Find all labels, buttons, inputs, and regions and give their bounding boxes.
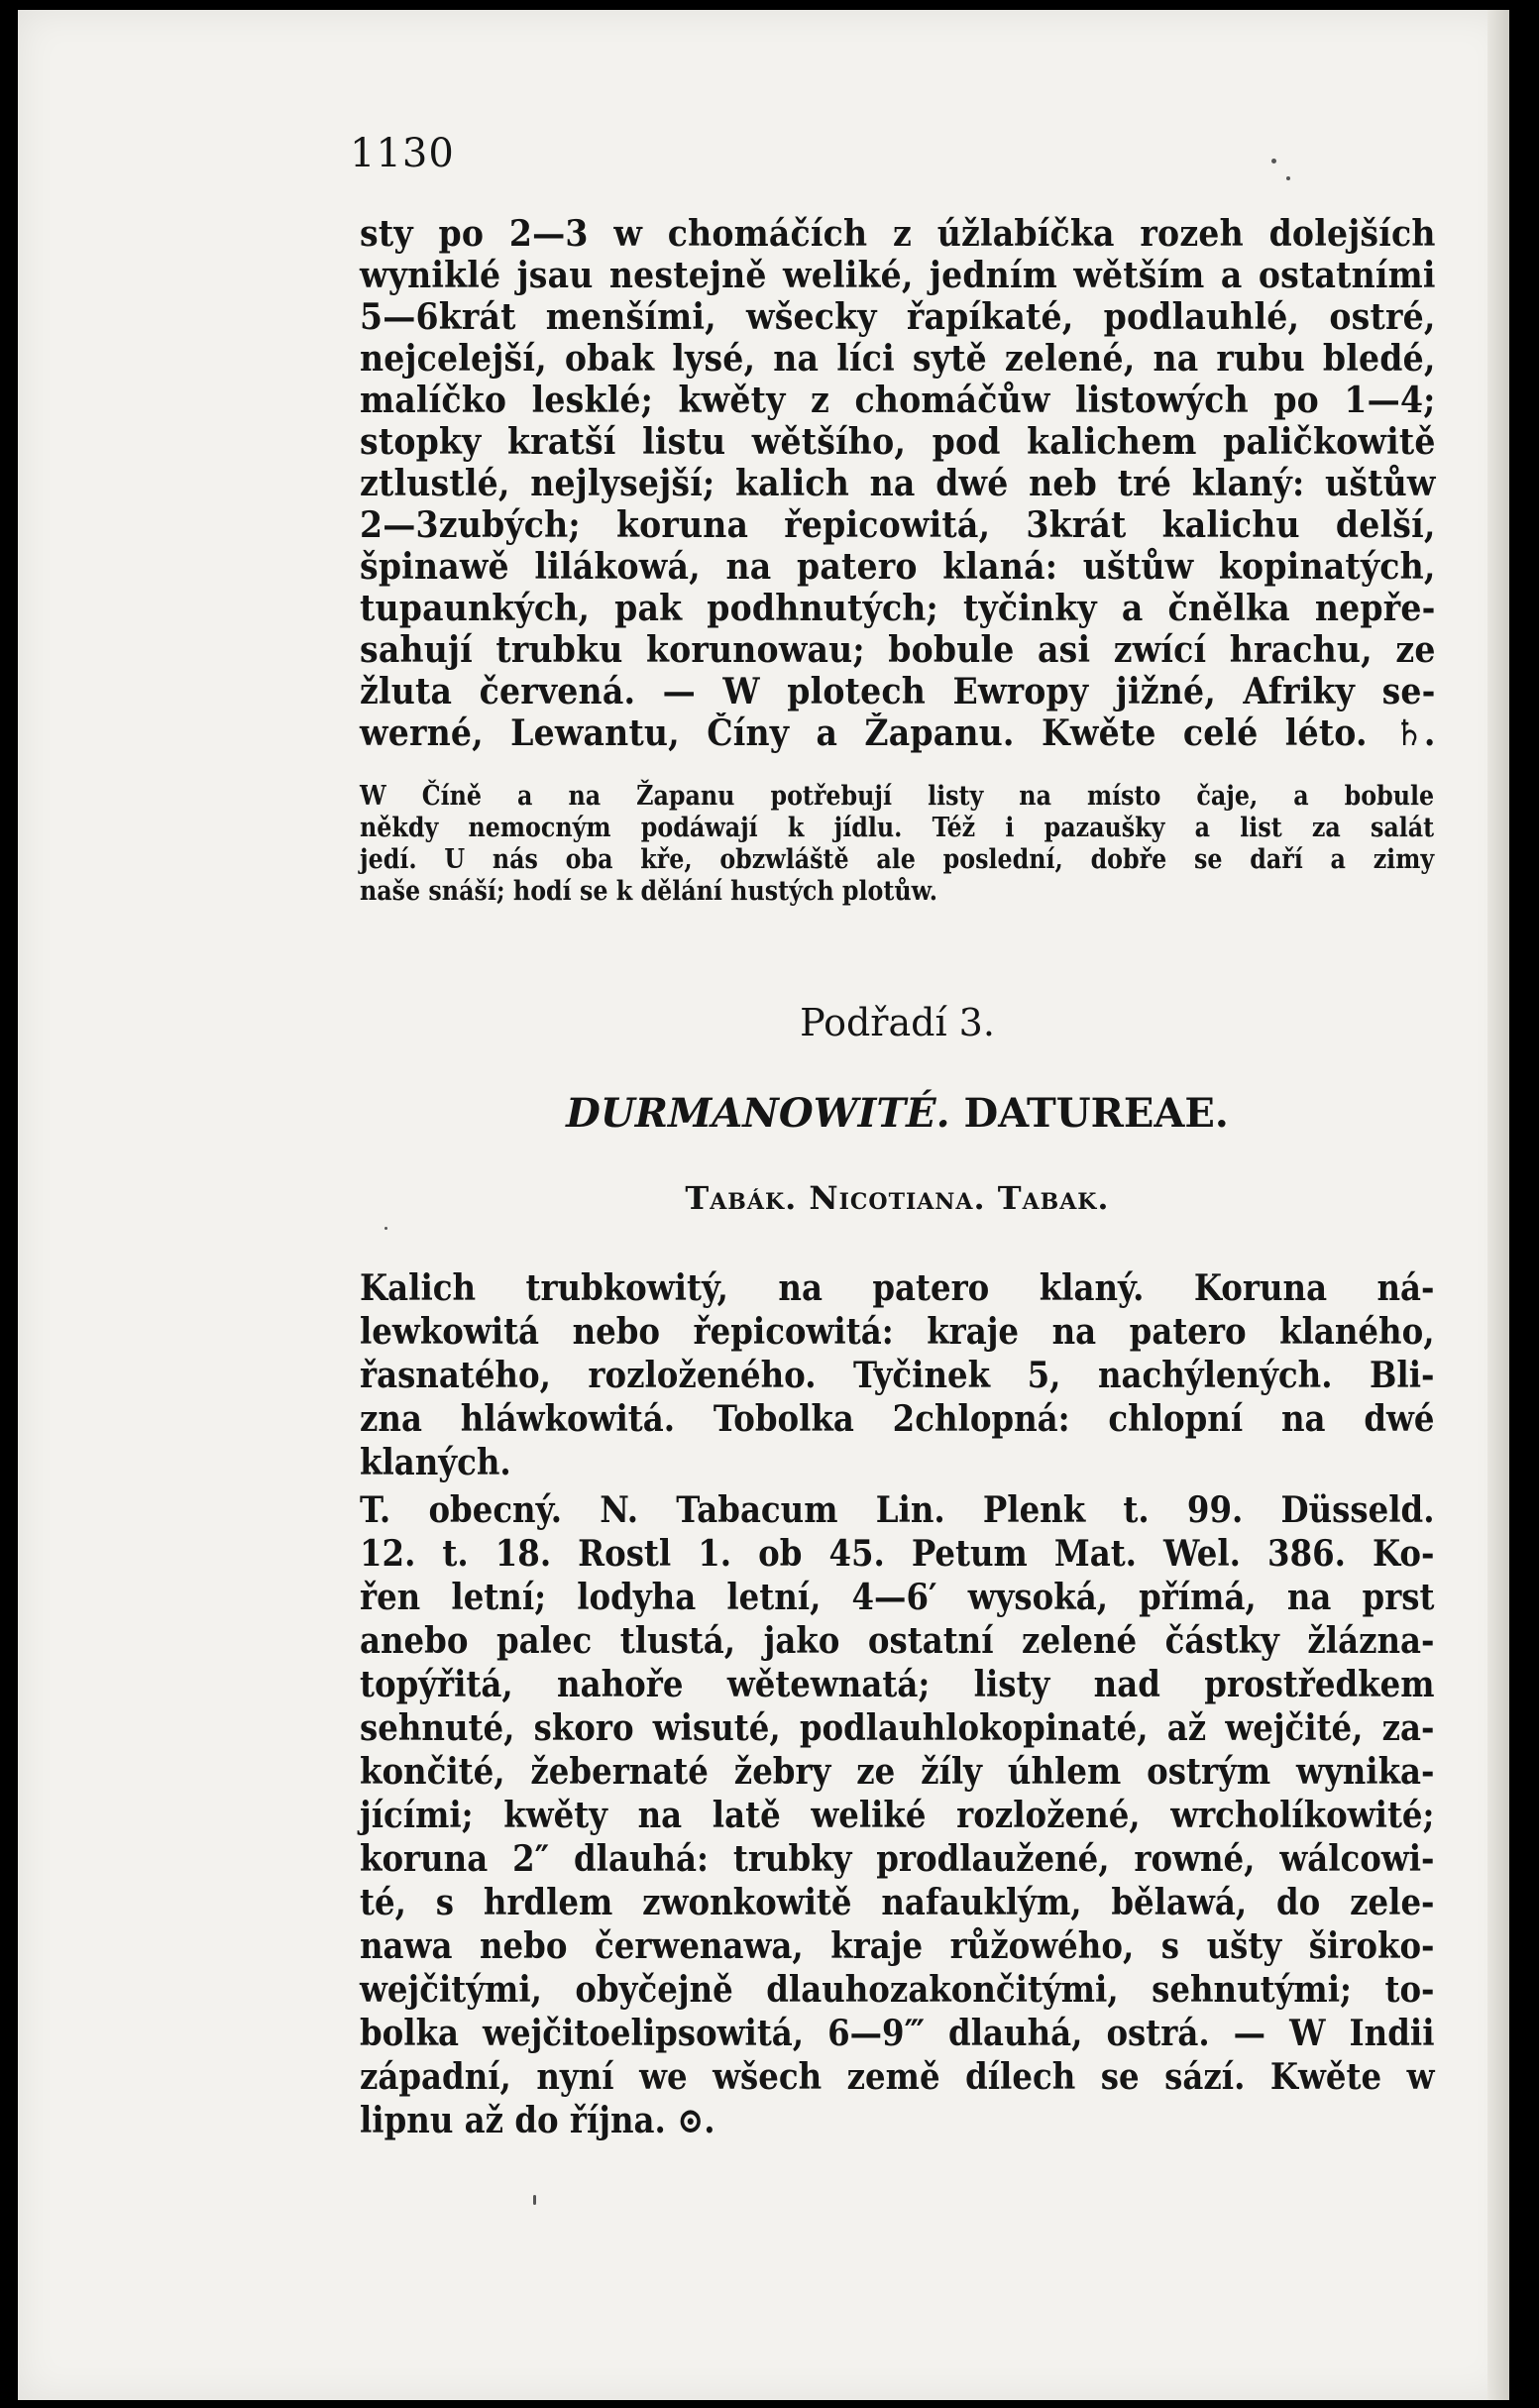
text-line: topýřitá, nahoře wětewnatá; listy nad prostředkem [360, 1664, 1435, 1705]
text-line: bolka wejčitoelipsowitá, 6—9‴ dlauhá, ostrá. — W Indii [360, 2013, 1435, 2054]
text-line: západní, nyní we wšech země dílech se sází. Kwěte w [360, 2056, 1435, 2098]
text-line: nejcelejší, obak lysé, na líci sytě zelené, na rubu bledé, [360, 338, 1436, 380]
text-line: 2—3zubých; koruna řepicowitá, 3krát kalichu delší, [360, 504, 1436, 546]
text-line: lewkowitá nebo řepicowitá: kraje na patero klaného, [360, 1311, 1435, 1353]
text-line: jedí. U nás oba kře, obzwláště ale poslední, dobře se daří a zimy [360, 844, 1435, 875]
paper-speck [385, 1227, 387, 1230]
text-line: stopky kratší listu wětšího, pod kalichem paličkowitě [360, 421, 1436, 463]
text-line: werné, Lewantu, Číny a Žapanu. Kwěte celé léto. ♄. [360, 712, 1436, 754]
section-title [360, 1090, 1435, 1137]
text-line: sty po 2—3 w chomáčích z úžlabíčka rozeh dolejších [360, 213, 1436, 255]
text-line: té, s hrdlem zwonkowitě nafauklým, bělawá, do zele- [360, 1882, 1435, 1923]
text-line: tupaunkých, pak podhnutých; tyčinky a čnělka nepře- [360, 588, 1436, 629]
text-line: žluta červená. — W plotech Ewropy jižné, Afriky se- [360, 671, 1436, 712]
genus-heading: Tabák. Nicotiana. Tabak. [685, 1179, 1110, 1217]
paper-speck [1271, 159, 1276, 164]
text-line: ztlustlé, nejlysejší; kalich na dwé neb tré klaný: uštůw [360, 463, 1436, 504]
page-number: 1130 [350, 131, 455, 176]
book-page [18, 10, 1509, 2400]
title-latin: DATUREAE. [963, 1090, 1229, 1137]
text-line: W Číně a na Žapanu potřebují listy na místo čaje, a bobule [360, 781, 1435, 812]
text-line: končité, žebernaté žebry ze žíly úhlem ostrým wynika- [360, 1751, 1435, 1793]
paragraph-4 [360, 1488, 1435, 2142]
text-line: anebo palec tlustá, jako ostatní zelené částky žlázna- [360, 1620, 1435, 1662]
text-line: sehnuté, skoro wisuté, podlauhlokopinaté, až wejčité, za- [360, 1707, 1435, 1749]
paragraph-1 [360, 213, 1435, 754]
text-line: naše snáší; hodí se k dělání hustých plotůw. [360, 876, 937, 907]
text-line: řen letní; lodyha letní, 4—6′ wysoká, přímá, na prst [360, 1577, 1435, 1618]
paragraph-3 [360, 1266, 1435, 1484]
text-line: T. obecný. N. Tabacum Lin. Plenk t. 99. Düsseld. [360, 1489, 1435, 1531]
text-line: malíčko lesklé; kwěty z chomáčůw listowých po 1—4; [360, 380, 1436, 421]
text-line: lipnu až do října. ⊙. [360, 2100, 715, 2141]
text-line: wyniklé jsau nestejně weliké, jedním wětším a ostatními [360, 255, 1436, 296]
paper-speck [533, 2195, 536, 2205]
title-czech: DURMANOWITÉ. [566, 1090, 950, 1137]
text-line: Kalich trubkowitý, na patero klaný. Koruna ná- [360, 1267, 1435, 1309]
text-line: špinawě lilákowá, na patero klaná: uštůw kopinatých, [360, 546, 1436, 588]
text-line: wejčitými, obyčejně dlauhozakončitými, sehnutými; to- [360, 1969, 1435, 2011]
paper-speck [1286, 176, 1290, 180]
text-line: 5—6krát menšími, wšecky řapíkaté, podlauhlé, ostré, [360, 296, 1436, 338]
text-line: sahují trubku korunowau; bobule asi zwící hrachu, ze [360, 629, 1436, 671]
text-line: řasnatého, rozloženého. Tyčinek 5, nachýlených. Bli- [360, 1355, 1435, 1396]
paragraph-2-small-print [360, 781, 1435, 908]
text-line: zna hláwkowitá. Tobolka 2chlopná: chlopní na dwé [360, 1398, 1435, 1440]
text-line: jícími; kwěty na latě weliké rozložené, wrcholíkowité; [360, 1795, 1435, 1836]
text-line: 12. t. 18. Rostl 1. ob 45. Petum Mat. Wel. 386. Ko- [360, 1533, 1435, 1575]
page-edge-shadow [1487, 10, 1509, 2400]
text-line: koruna 2″ dlauhá: trubky prodlaužené, rowné, wálcowi- [360, 1838, 1435, 1880]
subheading: Podřadí 3. [800, 1001, 995, 1044]
text-line: nawa nebo čerwenawa, kraje růžowého, s ušty široko- [360, 1925, 1435, 1967]
text-line: někdy nemocným podáwají k jídlu. Též i pazaušky a list za salát [360, 813, 1435, 843]
text-line: klaných. [360, 1442, 511, 1483]
